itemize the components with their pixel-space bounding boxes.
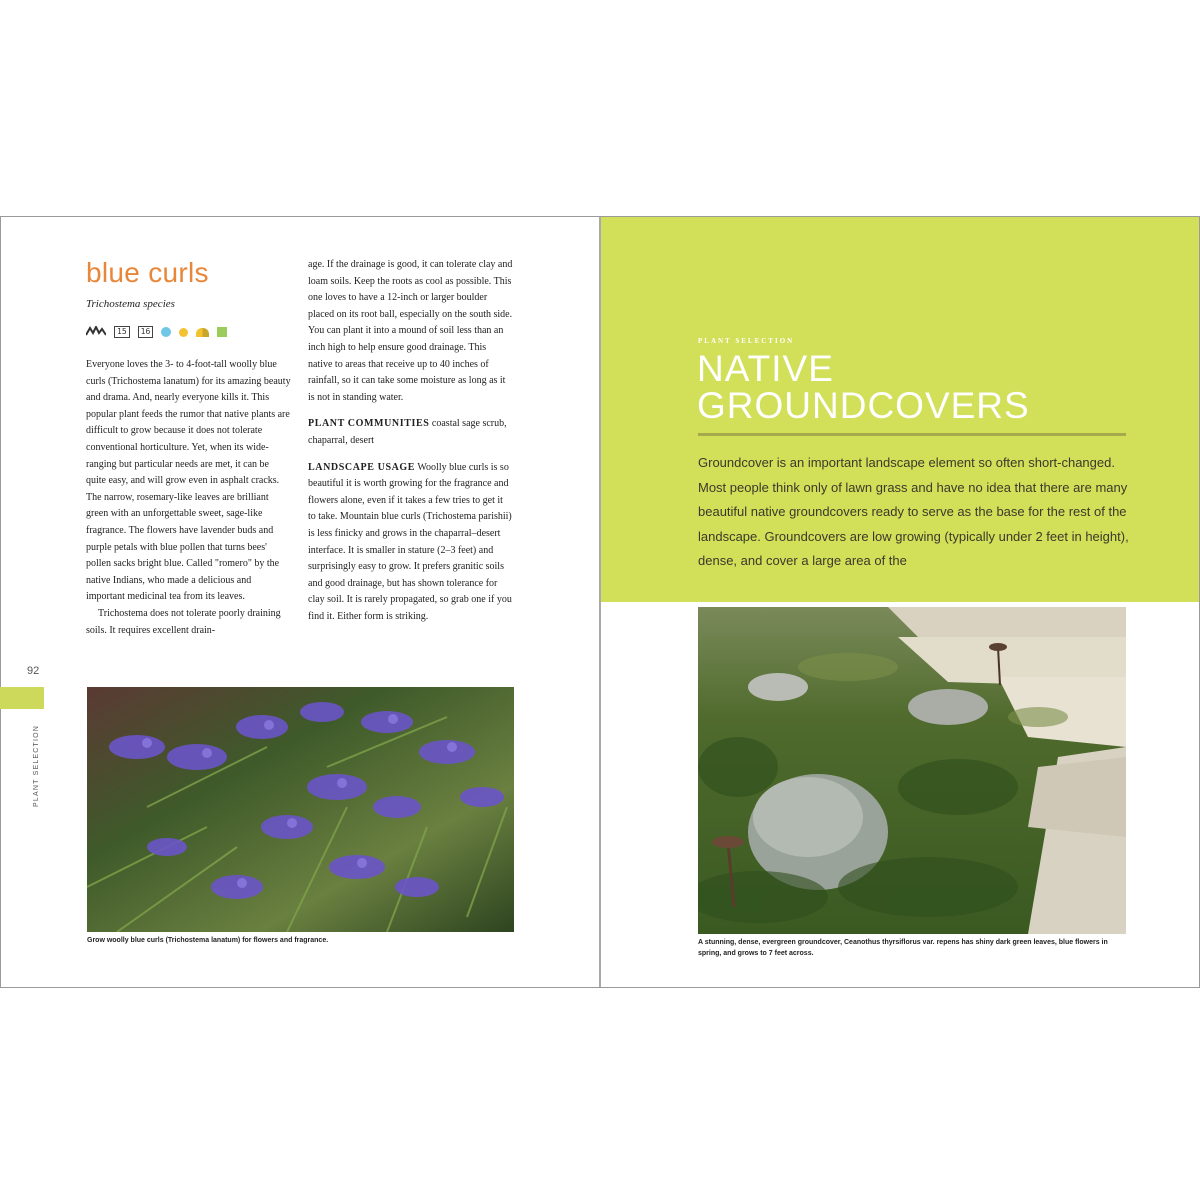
chapter-intro: Groundcover is an important landscape element so often short-changed. Most people think only of lawn grass and have no idea that there are many beautiful native groundcovers ready to serve as the base for the rest of the landscape. Groundcovers are low growing (typically under 2 feet in height), dense, and cover a large area of the <box>698 455 1129 569</box>
right-page <box>601 217 1199 987</box>
body-paragraph: Trichostema does not tolerate poorly draining soils. It requires excellent drain- <box>86 607 281 636</box>
chapter-title-line1: NATIVE <box>697 348 834 389</box>
groundcover-photo <box>698 607 1126 934</box>
left-page <box>0 217 600 987</box>
scientific-name: Trichostema species <box>86 298 175 310</box>
leaf-icon <box>217 327 227 337</box>
landscape-usage-label: LANDSCAPE USAGE <box>308 461 416 473</box>
mountain-elevation-icon <box>86 325 106 339</box>
plant-communities-text: coastal sage scrub, chaparral, desert <box>308 418 507 446</box>
plant-communities <box>308 416 513 449</box>
photo-caption-right: A stunning, dense, evergreen groundcover, Ceanothus thyrsiflorus var. repens has shiny dark green leaves, blue flowers in spring, and grows to 7 feet across. <box>698 939 1108 957</box>
chapter-title <box>697 350 1030 424</box>
part-shade-icon <box>196 328 209 337</box>
page-number: 92 <box>27 665 40 677</box>
body-column-1 <box>86 357 291 639</box>
blue-curls-photo <box>87 687 514 932</box>
plant-attribute-icons <box>86 324 227 340</box>
section-side-tab <box>33 717 47 812</box>
title-rule <box>698 433 1126 436</box>
zone-badge-b: 16 <box>138 326 154 338</box>
body-paragraph: age. If the drainage is good, it can tolerate clay and loam soils. Keep the roots as cool as possible. This one loves to have a 12-inch or larger boulder placed on its root ball, especially on the south side. You can plant it into a mound of soil less than an inch high to help ensure good drainage. This native to areas that receive up to 40 inches of rainfall, so it can take some moisture as long as it is not in standing water. <box>308 259 513 403</box>
plant-title: blue curls <box>86 257 209 288</box>
body-column-2 <box>308 257 513 625</box>
plant-communities-label: PLANT COMMUNITIES <box>308 418 430 430</box>
landscape-usage <box>308 460 513 626</box>
chapter-title-line2: GROUNDCOVERS <box>697 385 1030 426</box>
section-tab-label: PLANT SELECTION <box>33 724 40 807</box>
full-sun-icon <box>179 328 188 337</box>
body-paragraph: Everyone loves the 3- to 4-foot-tall woolly blue curls (Trichostema lanatum) for its amazing beauty and drama. And, nearly everyone kills it. This popular plant feeds the rumor that native plants are difficult to grow because it does not tolerate conventional horticulture. Yet, when its wide-ranging but particular needs are met, it can be quite easy, and will grow even in asphalt cracks. The narrow, rosemary-like leaves are brilliant green with an unforgettable sweet, sage-like fragrance. The flowers have lavender buds and purple petals with blue pollen that turns bees' pollen sacks bright blue. Called "romero" by the native Indians, who made a delicious and important medicinal tea from its leaves. <box>86 359 291 603</box>
water-drop-icon <box>161 327 171 337</box>
folio-color-bar <box>0 687 44 709</box>
book-spread <box>0 216 1200 988</box>
zone-badge-a: 15 <box>114 326 130 338</box>
landscape-usage-text: Woolly blue curls is so beautiful it is worth growing for the fragrance and flowers alone, even if it takes a few tries to get it to take. Mountain blue curls (Trichostema parishii) is less finicky and grows in the chaparral–desert interface. It is smaller in stature (2–3 feet) and surprisingly easy to grow. It prefers granitic soils and good drainage, but has shown tolerance for clay soil. It is rarely propagated, so grab one if you find it. Either form is striking. <box>308 461 512 622</box>
section-eyebrow: PLANT SELECTION <box>698 337 795 345</box>
photo-caption-left: Grow woolly blue curls (Trichostema lanatum) for flowers and fragrance. <box>87 937 329 944</box>
